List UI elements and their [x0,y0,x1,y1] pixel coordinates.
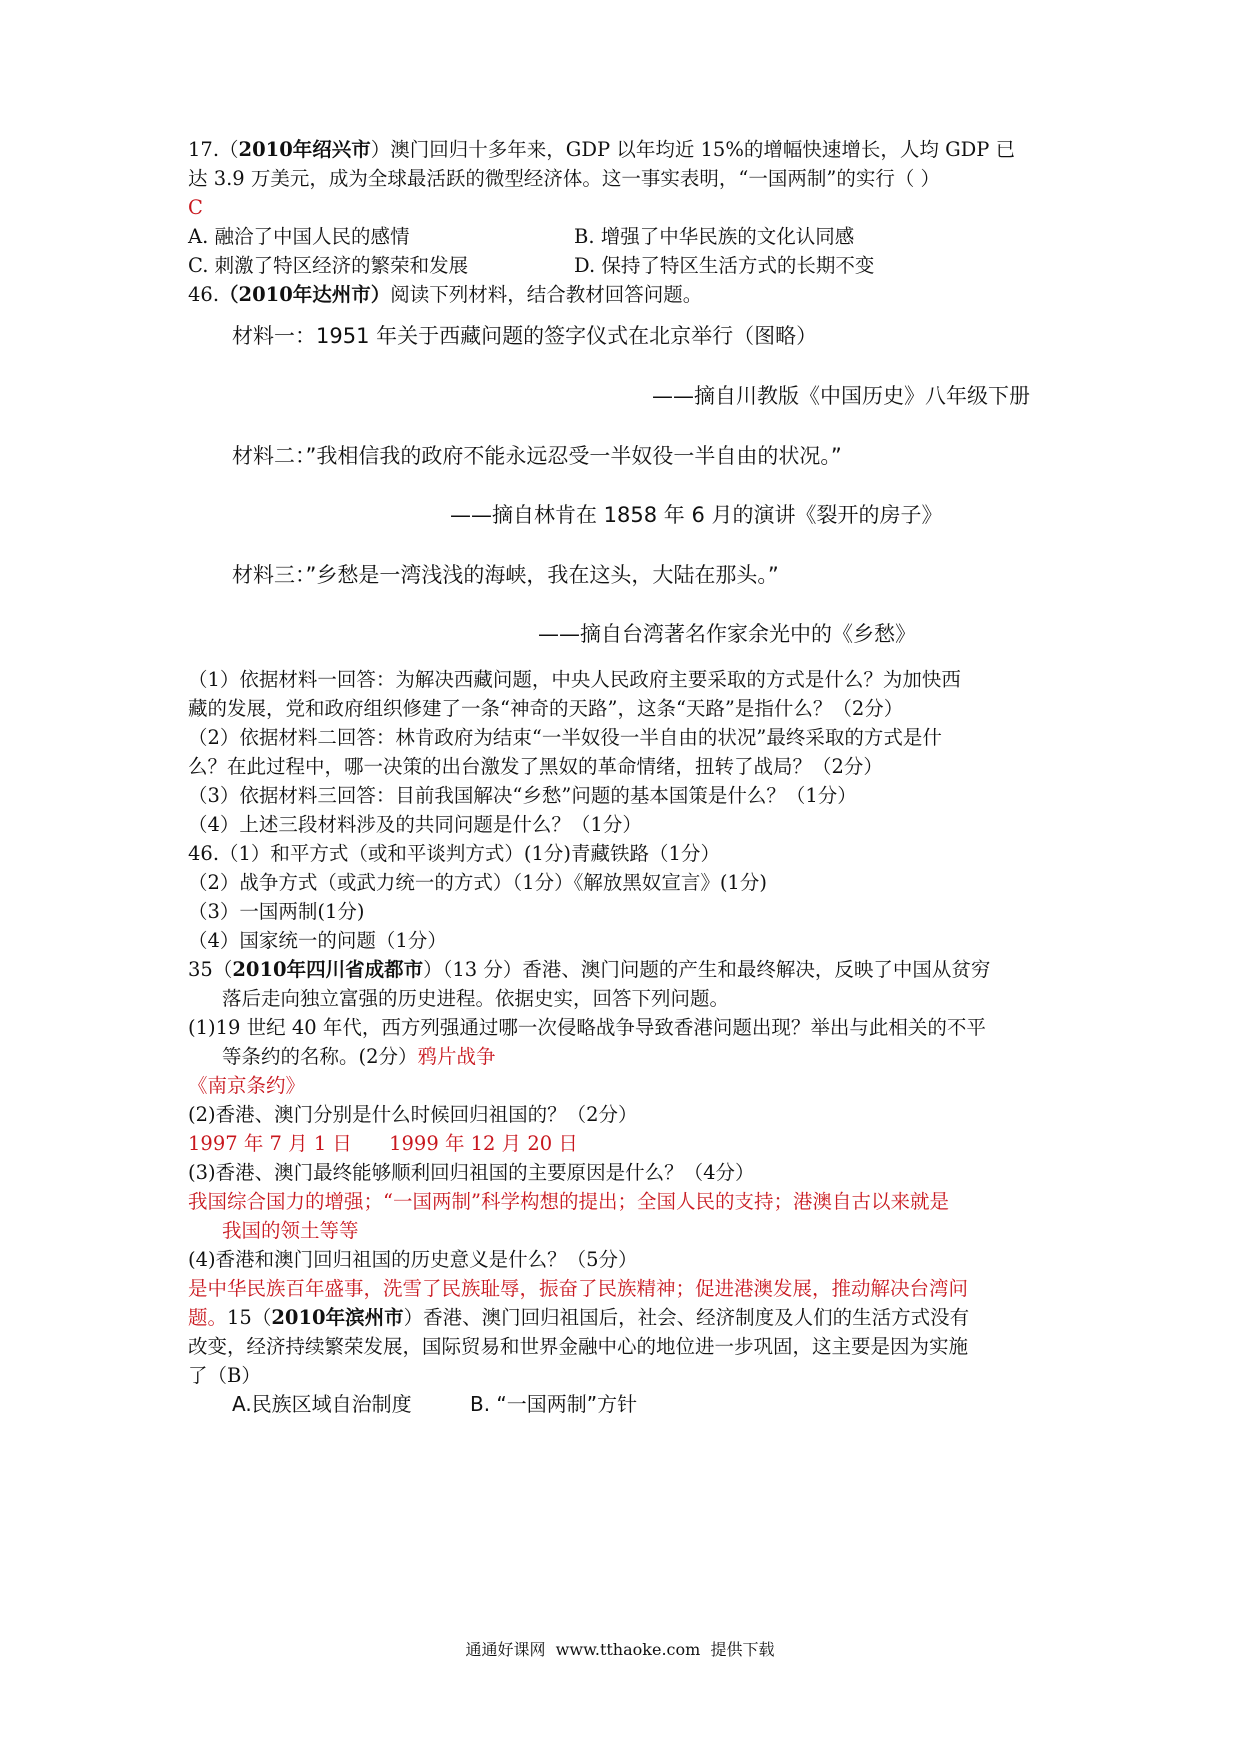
q35-sub1-line1: (1)19 世纪 40 年代，西方列强通过哪一次侵略战争导致香港问题出现？举出与此相关的不平 [188,1016,986,1039]
q15-source: 2010年滨州市 [271,1306,404,1329]
q46-sub3: （3）依据材料三回答：目前我国解决“乡愁”问题的基本国策是什么？（1分） [188,784,857,807]
material-2-source: ——摘自林肯在 1858 年 6 月的演讲《裂开的房子》 [450,503,943,527]
q17-option-d: D. 保持了特区生活方式的长期不变 [574,254,875,277]
material-3: 材料三：”乡愁是一湾浅浅的海峡，我在这头，大陆在那头。” [232,563,779,587]
q17-option-c: C. 刺激了特区经济的繁荣和发展 [188,254,469,277]
material-2: 材料二：”我相信我的政府不能永远忍受一半奴役一半自由的状况。” [232,444,842,468]
material-3-source: ——摘自台湾著名作家余光中的《乡愁》 [538,622,916,646]
q17-option-a: A. 融洽了中国人民的感情 [188,225,410,248]
q15-option-b: B. “一国两制”方针 [470,1392,638,1416]
material-1: 材料一：1951 年关于西藏问题的签字仪式在北京举行（图略） [232,324,818,348]
q46-answer-3: （3）一国两制(1分) [188,900,365,923]
q35-sub1-answer-war: 鸦片战争 [417,1045,496,1068]
q17-option-b: B. 增强了中华民族的文化认同感 [574,225,855,248]
q17-line-2: 达 3.9 万美元，成为全球最活跃的微型经济体。这一事实表明，“一国两制”的实行（ ） [188,167,941,190]
q35-sub1-answer-treaty: 《南京条约》 [188,1074,306,1097]
q35-line-2: 落后走向独立富强的历史进程。依据史实，回答下列问题。 [222,987,730,1010]
q46-answer-2: （2）战争方式（或武力统一的方式）（1分）《解放黑奴宣言》(1分) [188,871,767,894]
q35-sub4-answer-line2: 题。 [188,1306,228,1329]
q35-sub1-line2: 等条约的名称。(2分）鸦片战争 [222,1045,496,1068]
q15-option-a: A.民族区域自治制度 [232,1392,412,1416]
q46-source: （2010年达州市） [219,283,391,306]
q46-sub2-line1: （2）依据材料二回答：林肯政府为结束“一半奴役一半自由的状况”最终采取的方式是什 [188,726,942,749]
q35-sub3-answer-line2: 我国的领土等等 [222,1219,359,1242]
q15-line-1: 题。15（2010年滨州市）香港、澳门回归祖国后，社会、经济制度及人们的生活方式没有 [188,1306,970,1329]
q35-sub2-answer: 1997 年 7 月 1 日 1999 年 12 月 20 日 [188,1132,578,1155]
q35-sub4-answer-line1: 是中华民族百年盛事，洗雪了民族耻辱，振奋了民族精神；促进港澳发展，推动解决台湾问 [188,1277,969,1300]
q17-source: 2010年绍兴市 [238,138,371,161]
q46-sub1-line2: 藏的发展，党和政府组织修建了一条“神奇的天路”，这条“天路”是指什么？（2分） [188,697,904,720]
q35-sub2: (2)香港、澳门分别是什么时候回归祖国的？（2分） [188,1103,638,1126]
q35-sub3-answer-line1: 我国综合国力的增强；“一国两制”科学构想的提出；全国人民的支持；港澳自古以来就是 [188,1190,949,1213]
q35-sub4: (4)香港和澳门回归祖国的历史意义是什么？（5分） [188,1248,638,1271]
q35-line-1: 35（2010年四川省成都市）（13 分）香港、澳门问题的产生和最终解决，反映了中国从贫穷 [188,958,991,981]
q46-answer-4: （4）国家统一的问题（1分） [188,929,447,952]
q46-sub1-line1: （1）依据材料一回答：为解决西藏问题，中央人民政府主要采取的方式是什么？为加快西 [188,668,961,691]
q17-line-1: 17.（2010年绍兴市）澳门回归十多年来，GDP 以年均近 15%的增幅快速增长，人均 GDP 已 [188,138,1016,161]
q35-sub3: (3)香港、澳门最终能够顺利回归祖国的主要原因是什么？（4分） [188,1161,755,1184]
q46-sub2-line2: 么？在此过程中，哪一决策的出台激发了黑奴的革命情绪，扭转了战局？（2分） [188,755,883,778]
footer-download-note: 通通好课网 www.tthaoke.com 提供下载 [465,1640,775,1659]
q15-line-2: 改变，经济持续繁荣发展，国际贸易和世界金融中心的地位进一步巩固，这主要是因为实施 [188,1335,969,1358]
q46-sub4: （4）上述三段材料涉及的共同问题是什么？（1分） [188,813,642,836]
q46-heading: 46.（2010年达州市）阅读下列材料，结合教材回答问题。 [188,283,703,306]
material-1-source: ——摘自川教版《中国历史》八年级下册 [652,384,1030,408]
q35-source: 2010年四川省成都市 [232,958,424,981]
q17-answer: C [188,196,203,219]
q15-line-3: 了（B） [188,1364,261,1387]
q46-answer-1: 46.（1）和平方式（或和平谈判方式）(1分)青藏铁路（1分） [188,842,720,865]
